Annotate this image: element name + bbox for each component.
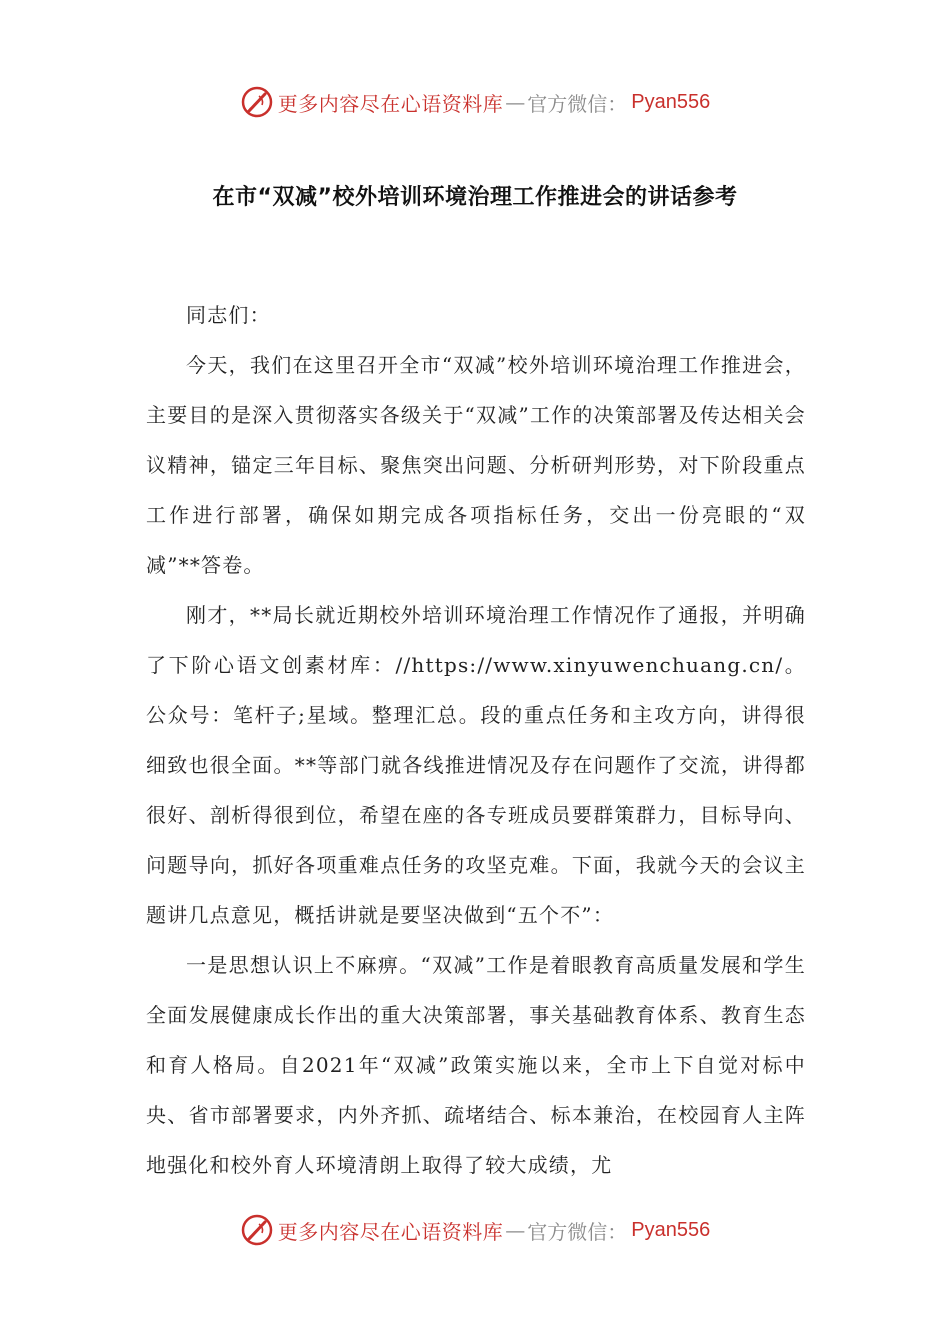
- banner-wechat-id: Pyan556: [631, 1218, 711, 1241]
- pen-logo-icon: [240, 1213, 274, 1247]
- banner-wechat-id: Pyan556: [631, 90, 711, 113]
- banner-wechat-label: 官方微信：: [527, 91, 628, 116]
- paragraph: 刚才，**局长就近期校外培训环境治理工作情况作了通报，并明确了下阶心语文创素材库：//https://www.xinyuwenchuang.cn/。公众号：笔杆子;星域。整理汇总。段的重点任务和主攻方向，讲得很细致也很全面。**等部门就各线推进情况及存在问题作了交流，讲得都很好、剖析得很到位，希望在座的各专班成员要群策群力，目标导向、问题导向，抓好各项重难点任务的攻坚克难。下面，我就今天的会议主题讲几点意见，概括讲就是要坚决做到“五个不”：: [146, 603, 806, 927]
- paragraph-salutation: 同志们：: [186, 303, 271, 327]
- paragraph: 今天，我们在这里召开全市“双减”校外培训环境治理工作推进会，主要目的是深入贯彻落实各级关于“双减”工作的决策部署及传达相关会议精神，锚定三年目标、聚焦突出问题、分析研判形势，对下阶段重点工作进行部署，确保如期完成各项指标任务，交出一份亮眼的“双减”**答卷。: [146, 353, 806, 577]
- banner-text: 更多内容尽在心语资料库: [277, 1219, 504, 1244]
- document-body: [146, 290, 806, 1190]
- banner-text: 更多内容尽在心语资料库: [277, 91, 504, 116]
- banner-wechat-label: 官方微信：: [527, 1219, 628, 1244]
- banner-dash: —: [505, 90, 526, 114]
- footer-banner: [0, 1210, 950, 1250]
- pen-logo-icon: [240, 85, 274, 119]
- header-banner: [0, 82, 950, 122]
- document-title: 在市“双减”校外培训环境治理工作推进会的讲话参考: [212, 185, 738, 210]
- banner-dash: —: [505, 1218, 526, 1242]
- paragraph: 一是思想认识上不麻痹。“双减”工作是着眼教育高质量发展和学生全面发展健康成长作出的重大决策部署，事关基础教育体系、教育生态和育人格局。自2021年“双减”政策实施以来，全市上下自觉对标中央、省市部署要求，内外齐抓、疏堵结合、标本兼治，在校园育人主阵地强化和校外育人环境清朗上取得了较大成绩，尤: [146, 953, 806, 1177]
